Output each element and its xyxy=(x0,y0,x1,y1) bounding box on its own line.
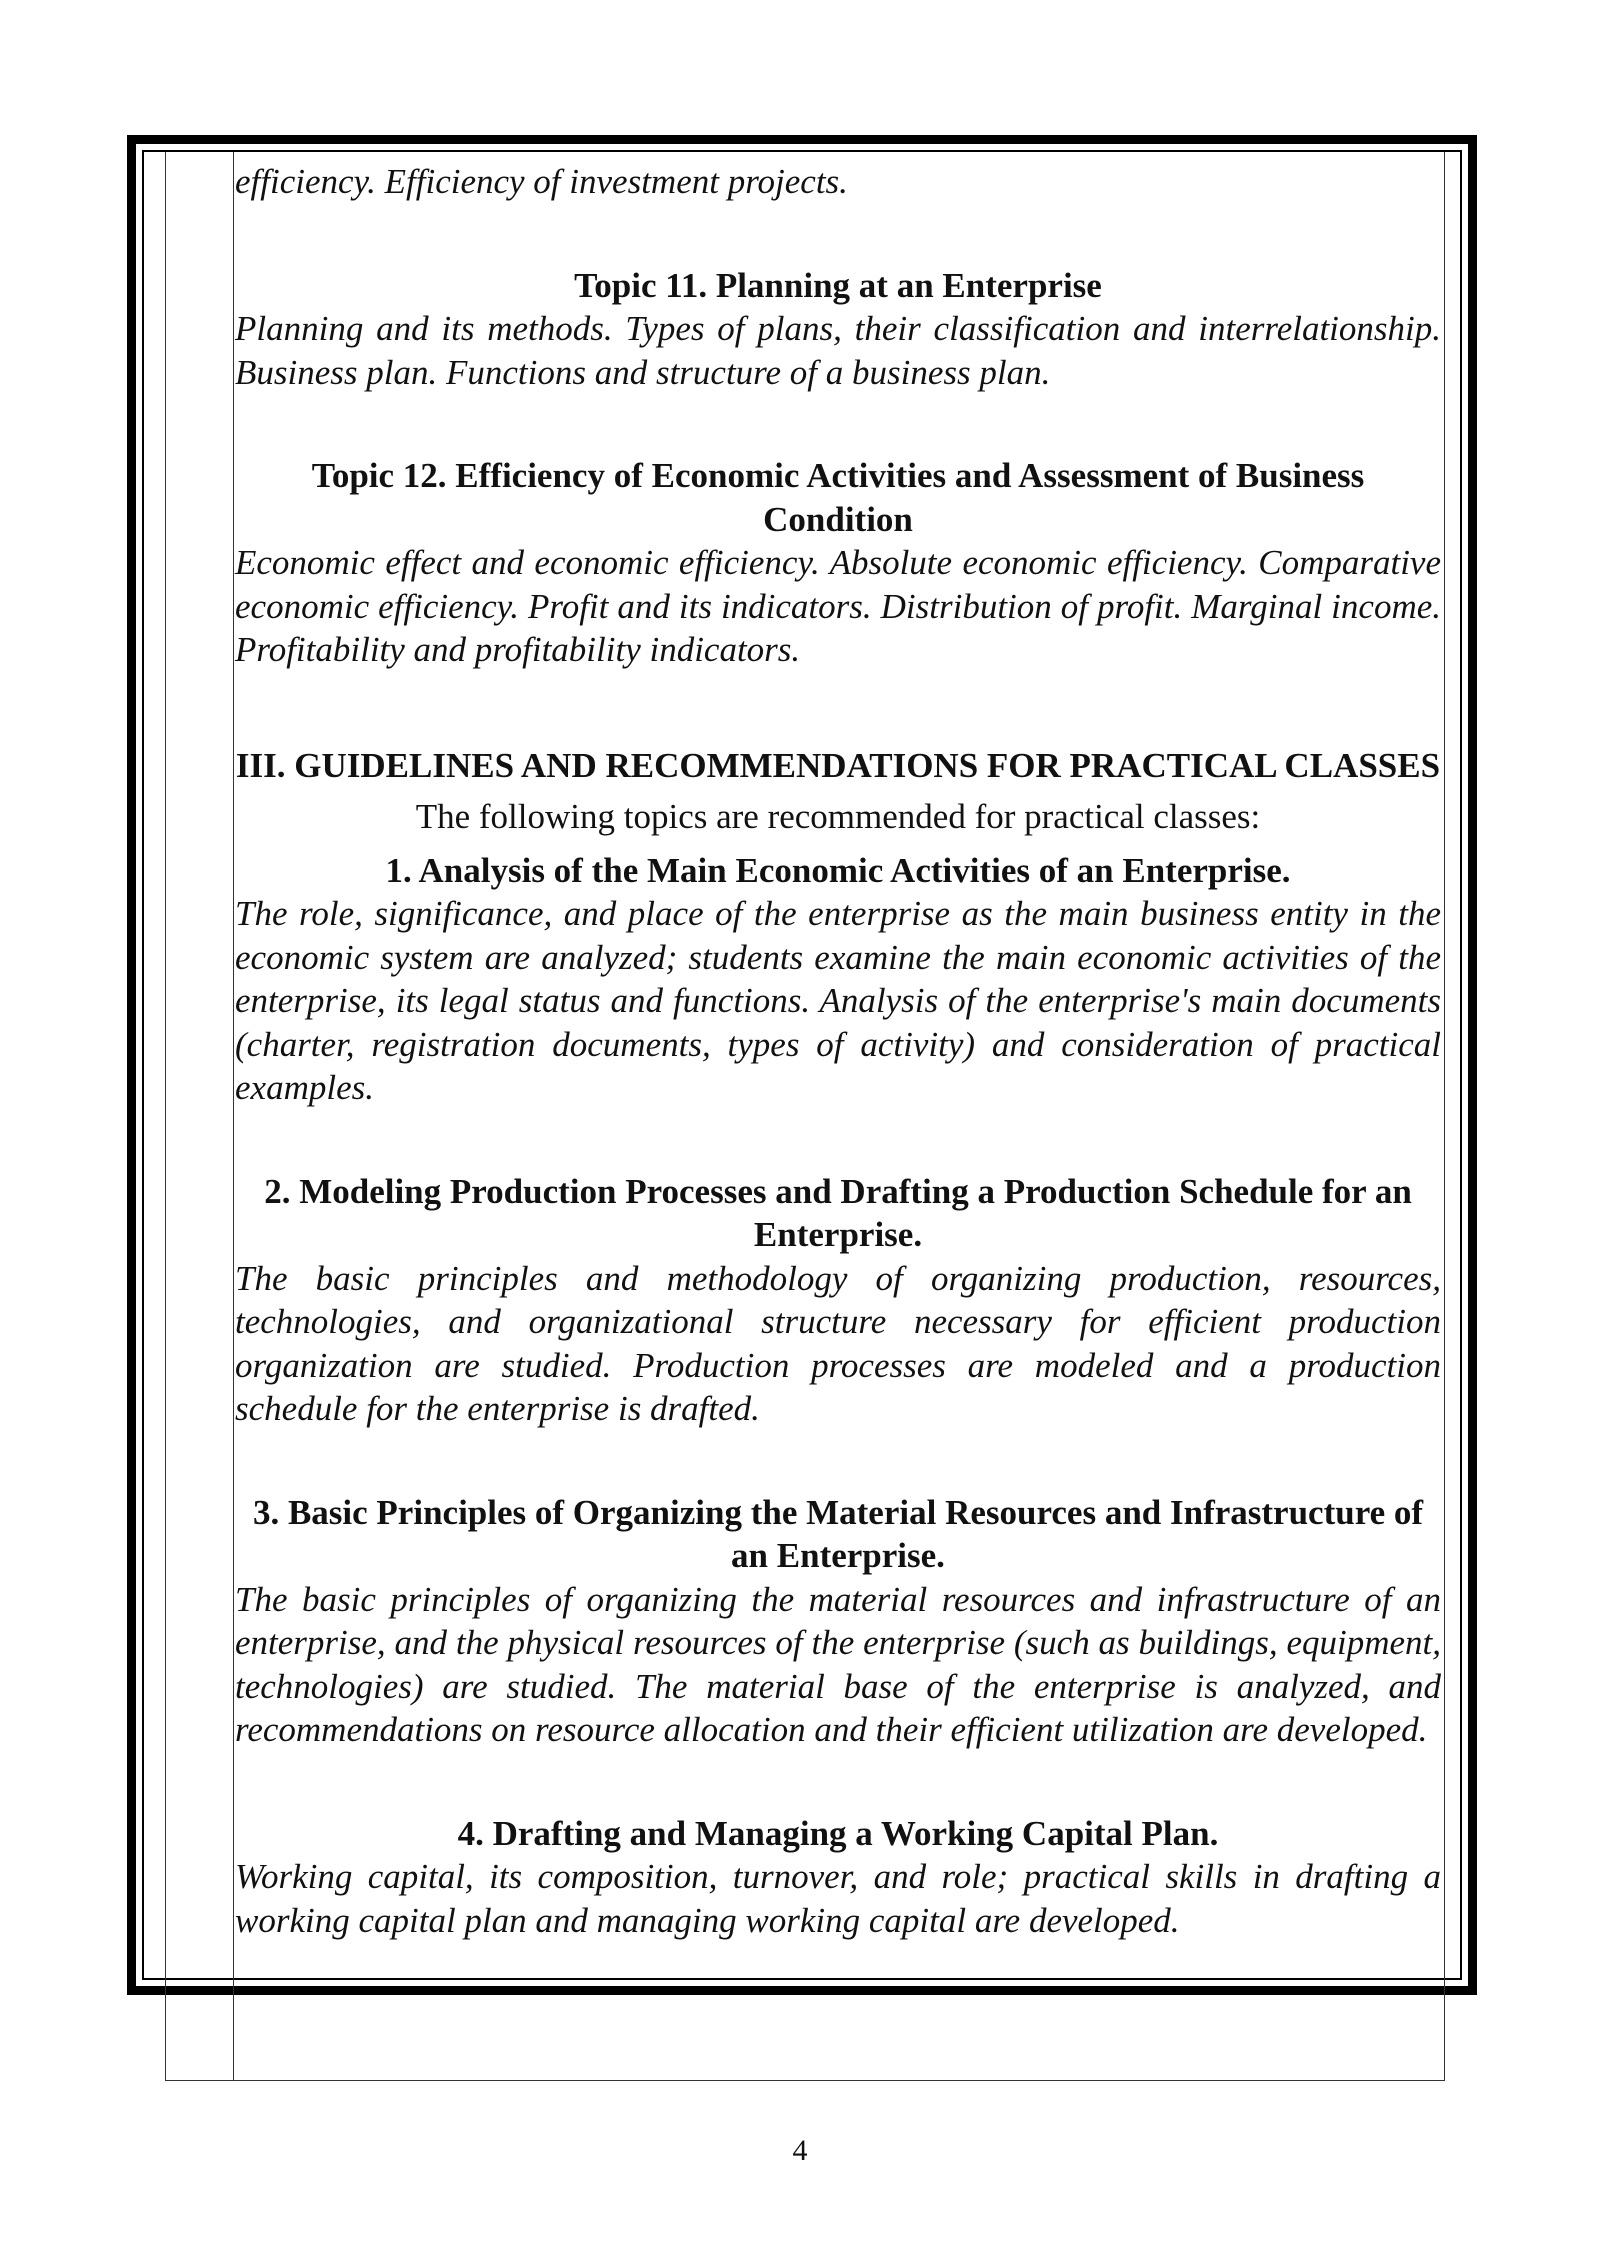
page-number: 4 xyxy=(792,2134,808,2167)
topic-11-heading: Topic 11. Planning at an Enterprise xyxy=(574,265,1102,305)
section-3-heading: III. GUIDELINES AND RECOMMENDATIONS FOR PRACTICAL CLASSES xyxy=(235,745,1441,785)
topic-12-body: Economic effect and economic efficiency. Absolute economic efficiency. Comparative economic efficiency. Profit and its indicators. Distribution of profit. Marginal income. Profitability and profitability indicators. xyxy=(235,543,1441,669)
topic-12-heading: Topic 12. Efficiency of Economic Activities and Assessment of Business Condition xyxy=(311,456,1365,539)
practical-1-body: The role, significance, and place of the enterprise as the main business entity in the economic system are analyzed; students examine the main economic activities of the enterprise, its legal status and functions. Analysis of the enterprise's main documents (charter, registration documents, types of activity) and consideration of practical examples. xyxy=(235,894,1441,1107)
practical-1-heading: 1. Analysis of the Main Economic Activities of an Enterprise. xyxy=(385,850,1291,890)
table-column-divider xyxy=(233,152,234,2081)
practical-3-body: The basic principles of organizing the material resources and infrastructure of an enterprise, and the physical resources of the enterprise (such as buildings, equipment, technologies) are studied. The material base of the enterprise is analyzed, and recommendations on resource allocation and their efficient utilization are developed. xyxy=(235,1579,1441,1749)
intro-fragment: efficiency. Efficiency of investment projects. xyxy=(235,162,848,201)
section-3-intro: The following topics are recommended for practical classes: xyxy=(415,797,1261,836)
topic-11-body: Planning and its methods. Types of plans, their classification and interrelationship. Business plan. Functions and structure of a business plan. xyxy=(235,309,1441,392)
table-content-cell xyxy=(235,152,1441,1942)
practical-2-heading: 2. Modeling Production Processes and Drafting a Production Schedule for an Enterprise. xyxy=(264,1171,1412,1254)
practical-4-heading: 4. Drafting and Managing a Working Capital Plan. xyxy=(457,1813,1219,1853)
practical-3-heading: 3. Basic Principles of Organizing the Material Resources and Infrastructure of an Enterprise. xyxy=(252,1492,1424,1575)
practical-4-body: Working capital, its composition, turnover, and role; practical skills in drafting a working capital plan and managing working capital are developed. xyxy=(235,1857,1441,1940)
practical-2-body: The basic principles and methodology of organizing production, resources, technologies, and organizational structure necessary for efficient production organization are studied. Production processes are modeled and a production schedule for the enterprise is drafted. xyxy=(235,1258,1441,1428)
